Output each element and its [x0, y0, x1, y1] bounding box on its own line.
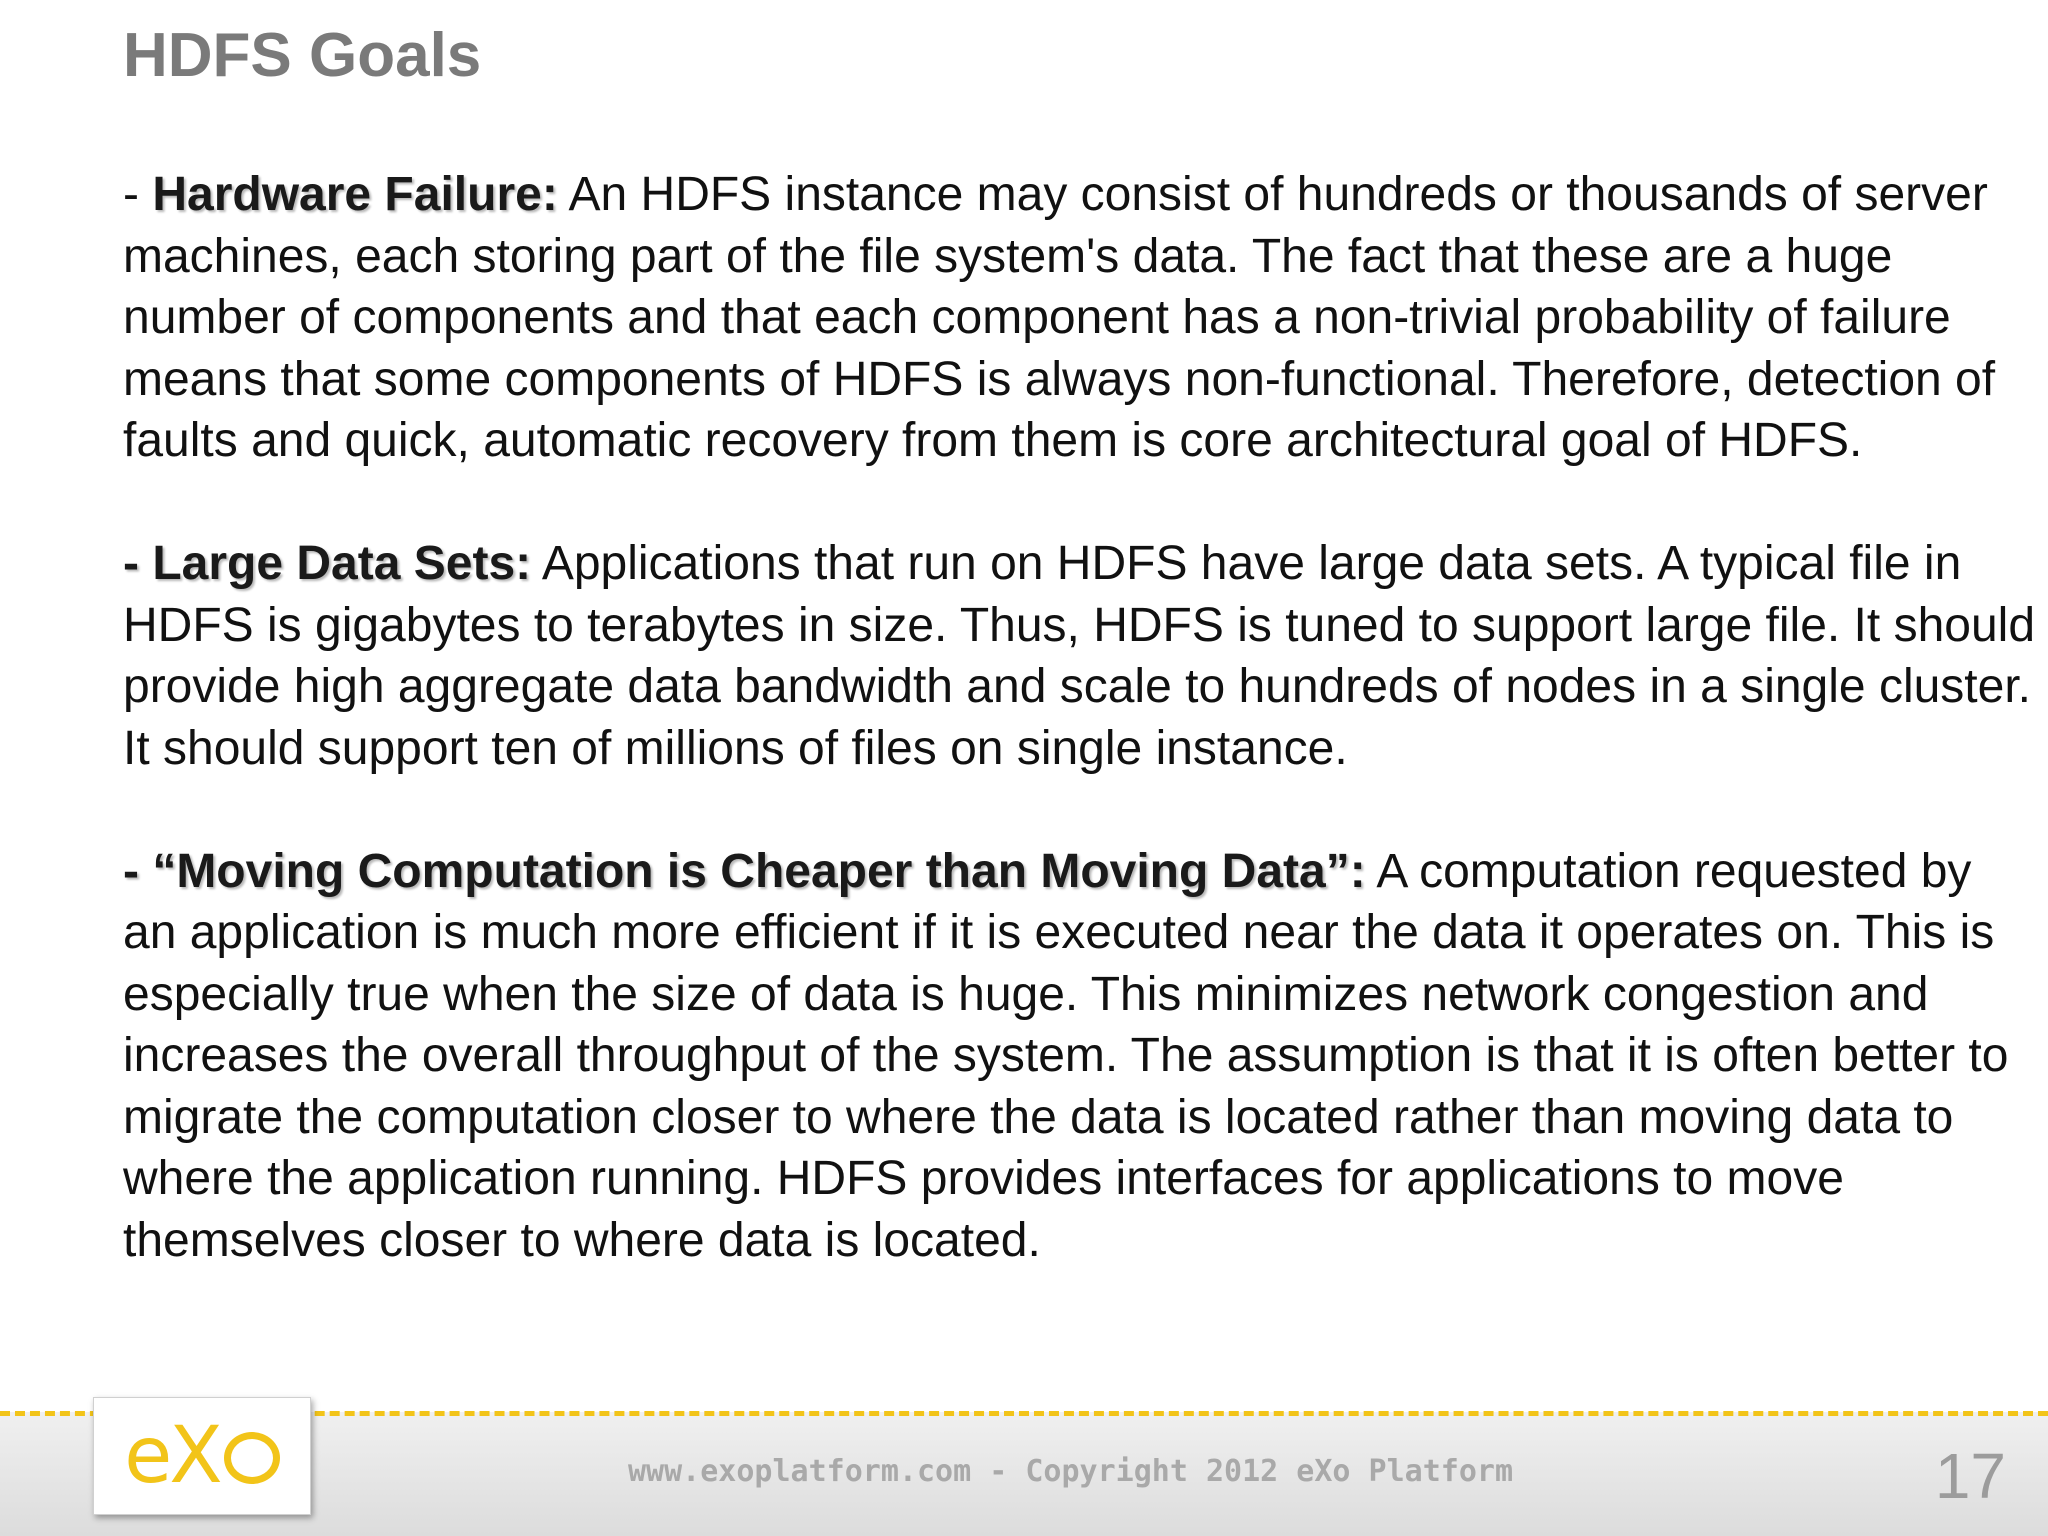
exo-logo	[93, 1397, 311, 1515]
paragraph-lead: Hardware Failure:	[152, 168, 558, 221]
paragraph-body: An HDFS instance may consist of hundreds or thousands of server machines, each storing part of the file system's data. The fact that these are a huge number of components and that each component has a non-trivial probability of failure means that some components of HDFS is always non-functional. Therefore, detection of faults and quick, automatic recovery from them is core architectural goal of HDFS.	[123, 168, 1996, 467]
slide-content	[123, 164, 2038, 1271]
page-number: 17	[1934, 1440, 2006, 1512]
paragraph-body: A computation requested by an application is much more efficient if it is executed near the data it operates on. This is especially true when the size of data is huge. This minimizes network congestion and increases the overall throughput of the system. The assumption is that it is often better to migrate the computation closer to where the data is located rather than moving data to where the application running. HDFS provides interfaces for applications to move themselves closer to where data is located.	[123, 844, 2009, 1267]
paragraph-hardware-failure	[123, 164, 2038, 472]
logo-o-ring	[224, 1432, 280, 1484]
paragraph-lead: - Large Data Sets:	[123, 537, 532, 590]
slide-title: HDFS Goals	[123, 21, 482, 90]
paragraph-lead: - “Moving Computation is Cheaper than Moving Data”:	[123, 844, 1366, 898]
paragraph-moving-computation	[123, 841, 2038, 1272]
paragraph-body: Applications that run on HDFS have large data sets. A typical file in HDFS is gigabytes to terabytes in size. Thus, HDFS is tuned to support large file. It should provide high aggregate data bandwidth and scale to hundreds of nodes in a single cluster. It should support ten of millions of files on single instance.	[123, 537, 2036, 775]
footer-copyright: www.exoplatform.com - Copyright 2012 eXo Platform	[628, 1454, 1514, 1489]
logo-text: eX	[124, 1417, 279, 1495]
bullet-dash: -	[123, 168, 153, 221]
paragraph-large-data-sets	[123, 533, 2038, 779]
